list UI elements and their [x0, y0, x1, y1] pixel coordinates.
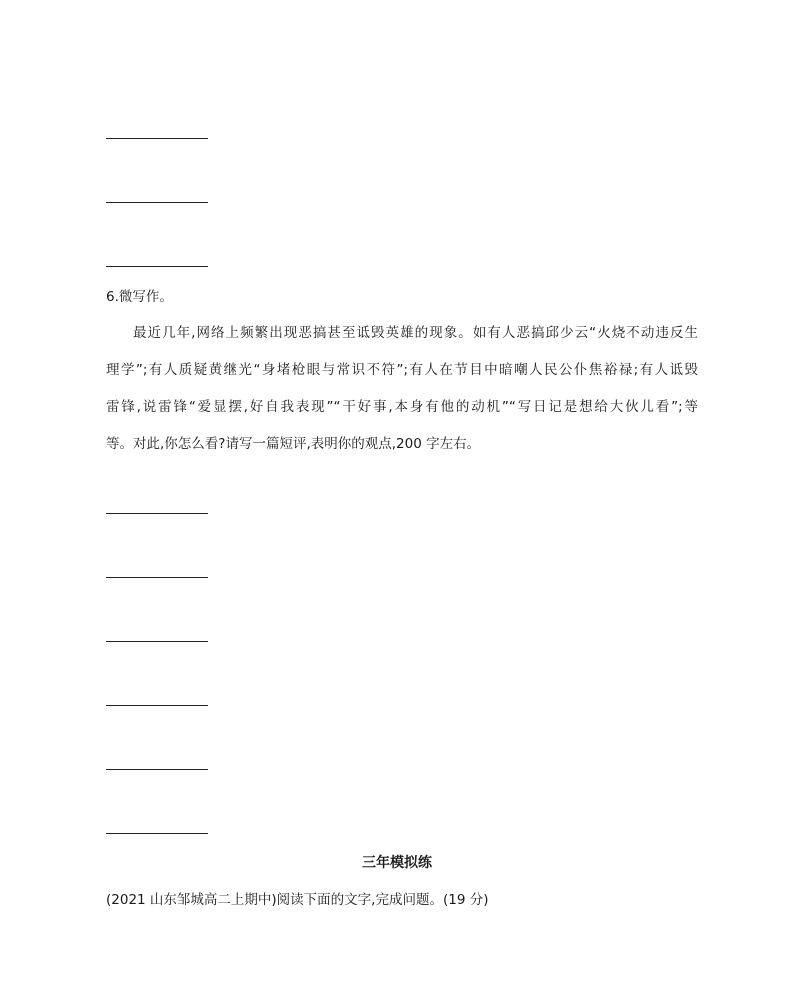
section-heading: 三年模拟练: [362, 855, 432, 871]
answer-line: [106, 705, 208, 706]
answer-line: [106, 138, 208, 139]
answer-line: [106, 769, 208, 770]
question-paragraph-line: 最近几年,网络上频繁出现恶搞甚至诋毁英雄的现象。如有人恶搞邱少云“火烧不动违反生: [133, 325, 698, 341]
answer-line: [106, 577, 208, 578]
question-title: 6.微写作。: [106, 289, 173, 305]
answer-line: [106, 202, 208, 203]
question-paragraph-line: 理学”;有人质疑黄继光“身堵枪眼与常识不符”;有人在节目中暗嘲人民公仆焦裕禄;有人诋毁: [106, 362, 698, 378]
answer-line: [106, 833, 208, 834]
section-source-line: (2021 山东邹城高二上期中)阅读下面的文字,完成问题。(19 分): [106, 892, 489, 908]
question-paragraph-line: 雷锋,说雷锋“爱显摆,好自我表现”“干好事,本身有他的动机”“写日记是想给大伙儿看”;等: [106, 399, 698, 415]
answer-line: [106, 266, 208, 267]
answer-line: [106, 513, 208, 514]
question-paragraph-line: 等。对此,你怎么看?请写一篇短评,表明你的观点,200 字左右。: [106, 436, 481, 452]
answer-line: [106, 641, 208, 642]
